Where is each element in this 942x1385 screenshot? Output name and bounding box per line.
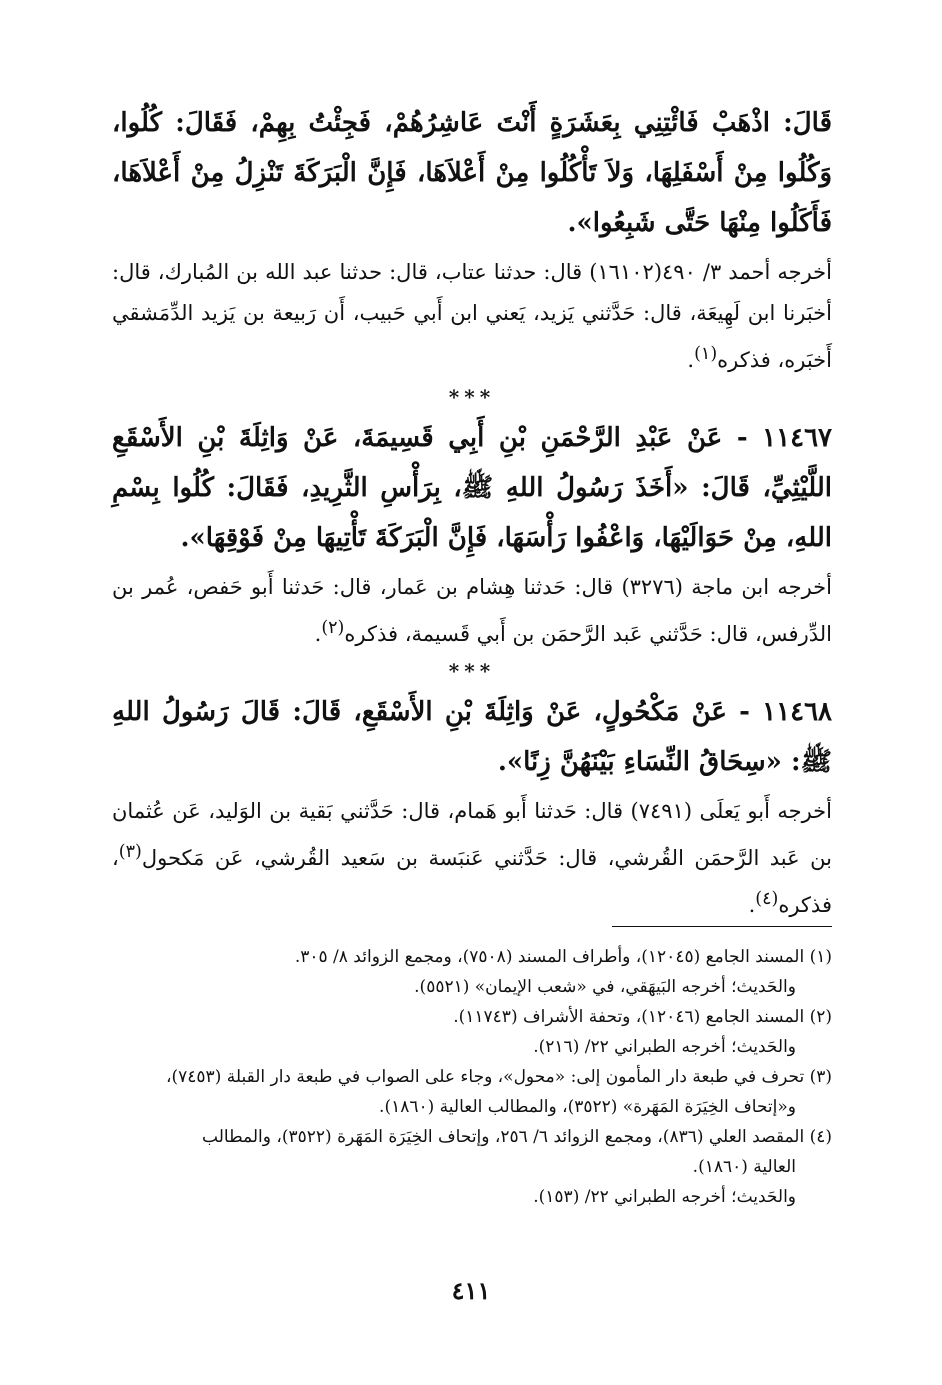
hadith-text: عَنْ مَكْحُولٍ، عَنْ وَاثِلَةَ بْنِ الأَسْقَعِ، قَالَ: قَالَ رَسُولُ اللهِ ﷺ: «سِحَاقُ النِّسَاءِ بَيْنَهُنَّ زِنًا». xyxy=(112,697,832,777)
takhrij-2-text: أخرجه ابن ماجة (٣٢٧٦) قال: حَدثنا هِشام بن عَمار، قال: حَدثنا أَبو حَفص، عُمر بن الدِّرفس، قال: حَدَّثني عَبد الرَّحمَن بن أَبي قَسيمة، فذكره xyxy=(112,575,832,646)
footnote-2: (٢) المسند الجامع (١٢٠٤٦)، وتحفة الأشراف (١١٧٤٣). xyxy=(453,1007,832,1027)
page-number: ٤١١ xyxy=(451,1276,491,1305)
footnote-4: (٤) المقصد العلي (٨٣٦)، ومجمع الزوائد ٦/ ٢٥٦، وإتحاف الخِيَرَة المَهَرة (٣٥٢٢)، والمطالب xyxy=(202,1127,832,1147)
footnote-3: (٣) تحرف في طبعة دار المأمون إلى: «محول»، وجاء على الصواب في طبعة دار القبلة (٧٤٥٣)، xyxy=(166,1067,832,1087)
takhrij-2: أخرجه ابن ماجة (٣٢٧٦) قال: حَدثنا هِشام بن عَمار، قال: حَدثنا أَبو حَفص، عُمر بن الدِّرفس، قال: حَدَّثني عَبد الرَّحمَن بن أَبي قَسيمة، فذكره$^{(٢)}$. xyxy=(112,575,832,646)
takhrij-1-text: أخرجه أحمد ٣/ ٤٩٠(١٦١٠٢) قال: حدثنا عتاب، قال: حدثنا عبد الله بن المُبارك، قال: أخبَرنا ابن لَهِيعَة، قال: حَدَّثني يَزيد، يَعني ابن أَبي حَبيب، أَن رَبيعة بن يَزيد الدِّمَشقي أَخبَره، فذكره xyxy=(112,260,832,372)
takhrij-3: أخرجه أَبو يَعلَى (٧٤٩١) قال: حَدثنا أَبو هَمام، قال: حَدَّثني بَقية بن الوَليد، عَن عُثمان بن عَبد الرَّحمَن القُرشي، قال: حَدَّثني عَنبَسة بن سَعيد القُرشي، عَن مَكحول$^{(٣)}$، فذكره$^{(٤)}$. xyxy=(112,799,833,917)
footnote-1-continued: والحَديث؛ أخرجه البَيهَقي، في «شعب الإيمان» (٥٥٢١). xyxy=(414,977,796,997)
footnote-ref-4: (٤) xyxy=(755,889,779,909)
footnote-4-continued: العالية (١٨٦٠). xyxy=(692,1157,796,1177)
footnotes xyxy=(112,942,832,1212)
footnote-3-continued: و«إتحاف الخِيَرَة المَهَرة» (٣٥٢٢)، والمطالب العالية (١٨٦٠). xyxy=(379,1097,796,1117)
hadith-11467 xyxy=(112,413,832,563)
hadith-number: ١١٤٦٨ - xyxy=(739,697,832,727)
footnote-1: (١) المسند الجامع (١٢٠٤٥)، وأطراف المسند (٧٥٠٨)، ومجمع الزوائد ٨/ ٣٠٥. xyxy=(294,947,832,967)
footnote-ref-1: (١) xyxy=(694,344,718,364)
footnote-divider xyxy=(612,926,832,927)
main-text xyxy=(112,98,832,926)
takhrij-1: أخرجه أحمد ٣/ ٤٩٠(١٦١٠٢) قال: حدثنا عتاب، قال: حدثنا عبد الله بن المُبارك، قال: أخبَرنا ابن لَهِيعَة، قال: حَدَّثني يَزيد، يَعني ابن أَبي حَبيب، أَن رَبيعة بن يَزيد الدِّمَشقي أَخبَره، فذكره$^{(١)}$. xyxy=(112,260,832,372)
footnote-ref-2: (٢) xyxy=(321,618,345,638)
section-separator: *** xyxy=(448,385,496,409)
hadith-continuation: قَالَ: اذْهَبْ فَائْتِنِي بِعَشَرَةٍ أَنْتَ عَاشِرُهُمْ، فَجِئْتُ بِهِمْ، فَقَالَ: كُلُوا، وَكُلُوا مِنْ أَسْفَلِهَا، وَلاَ تَأْكُلُوا مِنْ أَعْلاَهَا، فَإِنَّ الْبَرَكَةَ تَنْزِلُ مِنْ أَعْلاَهَا، فَأَكَلُوا مِنْهَا حَتَّى شَبِعُوا». xyxy=(112,108,832,238)
takhrij-3-text: أخرجه أَبو يَعلَى (٧٤٩١) قال: حَدثنا أَبو هَمام، قال: حَدَّثني بَقية بن الوَليد، عَن عُثمان بن عَبد الرَّحمَن القُرشي، قال: حَدَّثني عَنبَسة بن سَعيد القُرشي، عَن مَكحول xyxy=(112,799,833,870)
hadith-text: عَنْ عَبْدِ الرَّحْمَنِ بْنِ أَبِي قَسِيمَةَ، عَنْ وَاثِلَةَ بْنِ الأَسْقَعِ اللَّيْثِيِّ، قَالَ: «أَخَذَ رَسُولُ اللهِ ﷺ، بِرَأْسِ الثَّرِيدِ، فَقَالَ: كُلُوا بِسْمِ اللهِ، مِنْ حَوَالَيْهَا، وَاعْفُوا رَأْسَهَا، فَإِنَّ الْبَرَكَةَ تَأْتِيهَا مِنْ فَوْقِهَا». xyxy=(112,423,832,553)
footnote-4-continued: والحَديث؛ أخرجه الطبراني ٢٢/ (١٥٣). xyxy=(533,1187,796,1207)
hadith-11468 xyxy=(112,687,832,787)
footnote-ref-3: (٣) xyxy=(118,842,142,862)
footnote-2-continued: والحَديث؛ أخرجه الطبراني ٢٢/ (٢١٦). xyxy=(533,1037,796,1057)
hadith-number: ١١٤٦٧ - xyxy=(736,423,832,453)
takhrij-3-tail: ، فذكره xyxy=(112,846,832,917)
section-separator: *** xyxy=(448,659,496,683)
